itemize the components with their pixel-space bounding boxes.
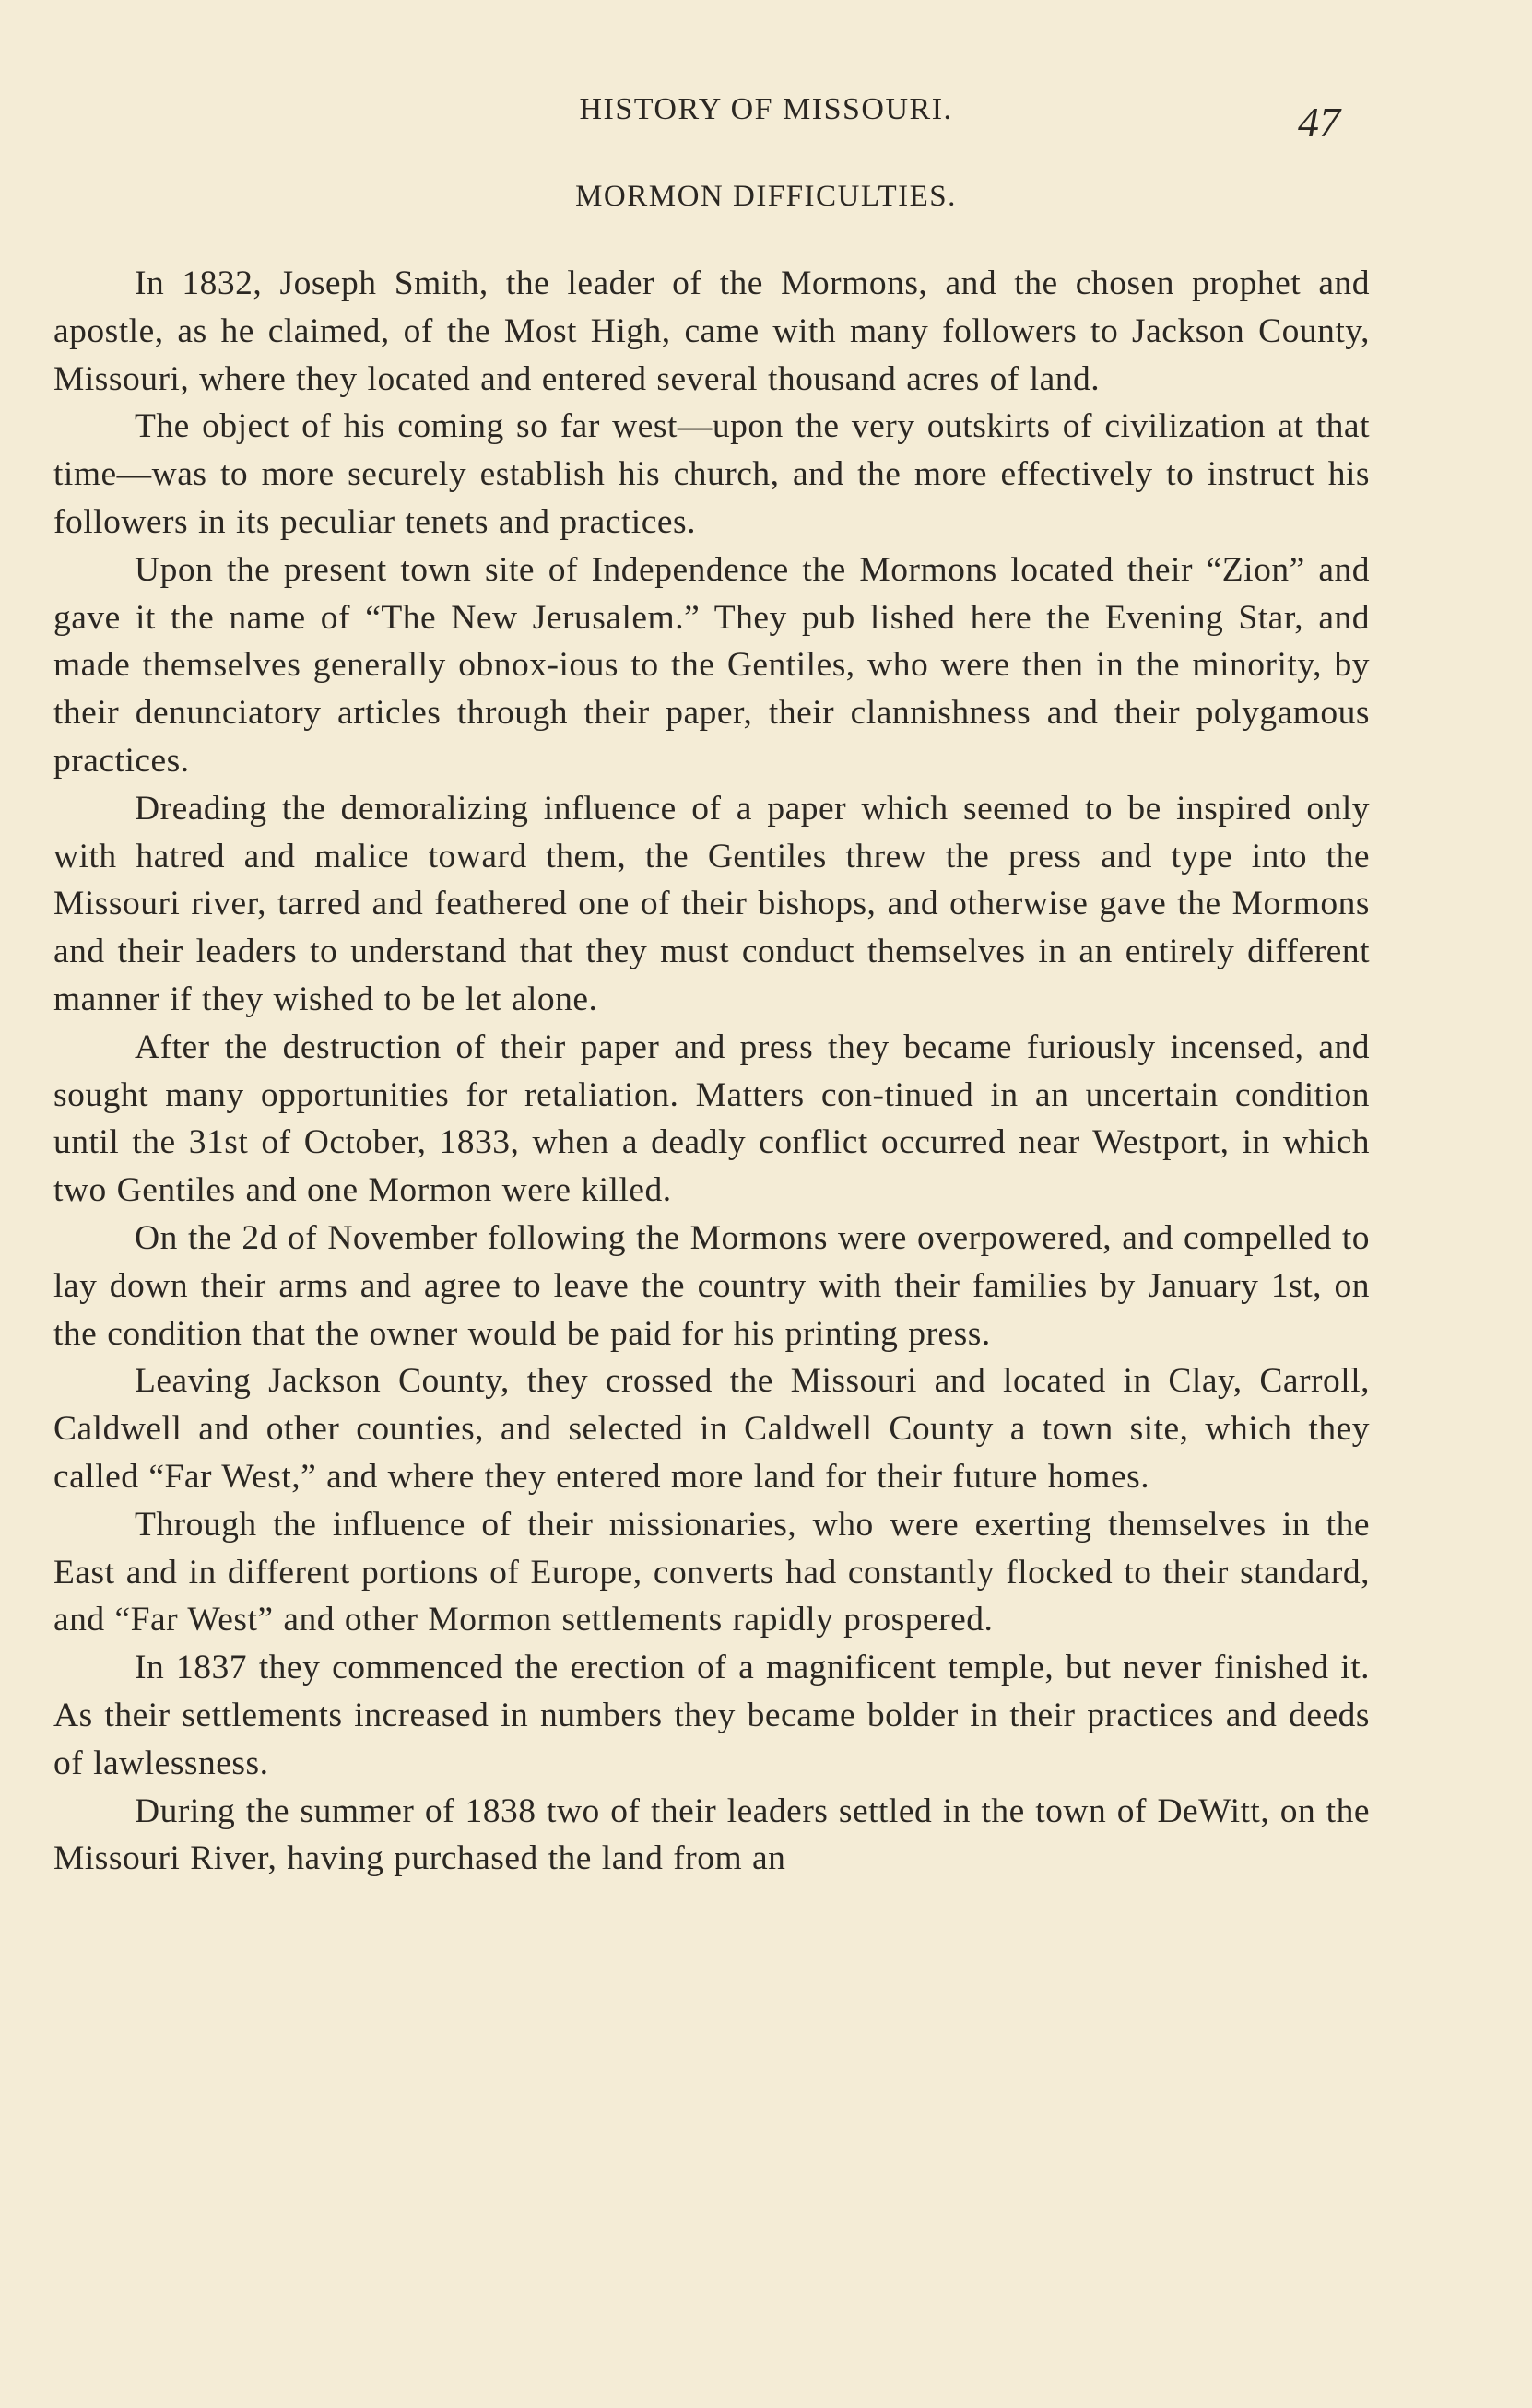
running-head: HISTORY OF MISSOURI.	[579, 92, 953, 126]
paragraph: After the destruction of their paper and press they became furiously incensed, and sought many opportunities for retaliation. Matters con-tinued in an uncertain condition until the 31st of October, 1833, when a deadly conflict occurred near Westport, in which two Gentiles and one Mormon were killed.	[53, 1028, 1370, 1210]
paragraph: On the 2d of November following the Mormons were overpowered, and compelled to lay down their arms and agree to leave the country with their families by January 1st, on the condition that the owner would be paid for his printing press.	[53, 1218, 1370, 1353]
section-title: MORMON DIFFICULTIES.	[575, 180, 957, 213]
paragraph: Upon the present town site of Independence the Mormons located their “Zion” and gave it the name of “The New Jerusalem.” They pub lished here the Evening Star, and made themselves generally obnox-ious to the Gentiles, who were then in the minority, by their denunciatory articles through their paper, their clannishness and their polygamous practices.	[53, 550, 1370, 780]
paragraph: Through the influence of their missionaries, who were exerting themselves in the East and in different portions of Europe, converts had constantly flocked to their standard, and “Far West” and other Mormon settlements rapidly prospered.	[53, 1505, 1370, 1639]
paragraph: In 1837 they commenced the erection of a magnificent temple, but never finished it. As their settlements increased in numbers they became bolder in their practices and deeds of lawlessness.	[53, 1649, 1370, 1782]
page-number: 47	[1298, 99, 1340, 146]
body-text	[53, 260, 1370, 1883]
paragraph: In 1832, Joseph Smith, the leader of the Mormons, and the chosen prophet and apostle, as he claimed, of the Most High, came with many followers to Jackson County, Missouri, where they located and entered several thousand acres of land.	[53, 264, 1370, 398]
paragraph: During the summer of 1838 two of their leaders settled in the town of DeWitt, on the Missouri River, having purchased the land from an	[53, 1791, 1370, 1878]
paragraph: The object of his coming so far west—upon the very outskirts of civilization at that time—was to more securely establish his church, and the more effectively to instruct his followers in its peculiar tenets and practices.	[53, 407, 1370, 541]
paragraph: Dreading the demoralizing influence of a paper which seemed to be inspired only with hatred and malice toward them, the Gentiles threw the press and type into the Missouri river, tarred and feathered one of their bishops, and otherwise gave the Mormons and their leaders to understand that they must conduct themselves in an entirely different manner if they wished to be let alone.	[53, 789, 1370, 1018]
paragraph: Leaving Jackson County, they crossed the Missouri and located in Clay, Carroll, Caldwell and other counties, and selected in Caldwell County a town site, which they called “Far West,” and where they entered more land for their future homes.	[53, 1362, 1370, 1496]
